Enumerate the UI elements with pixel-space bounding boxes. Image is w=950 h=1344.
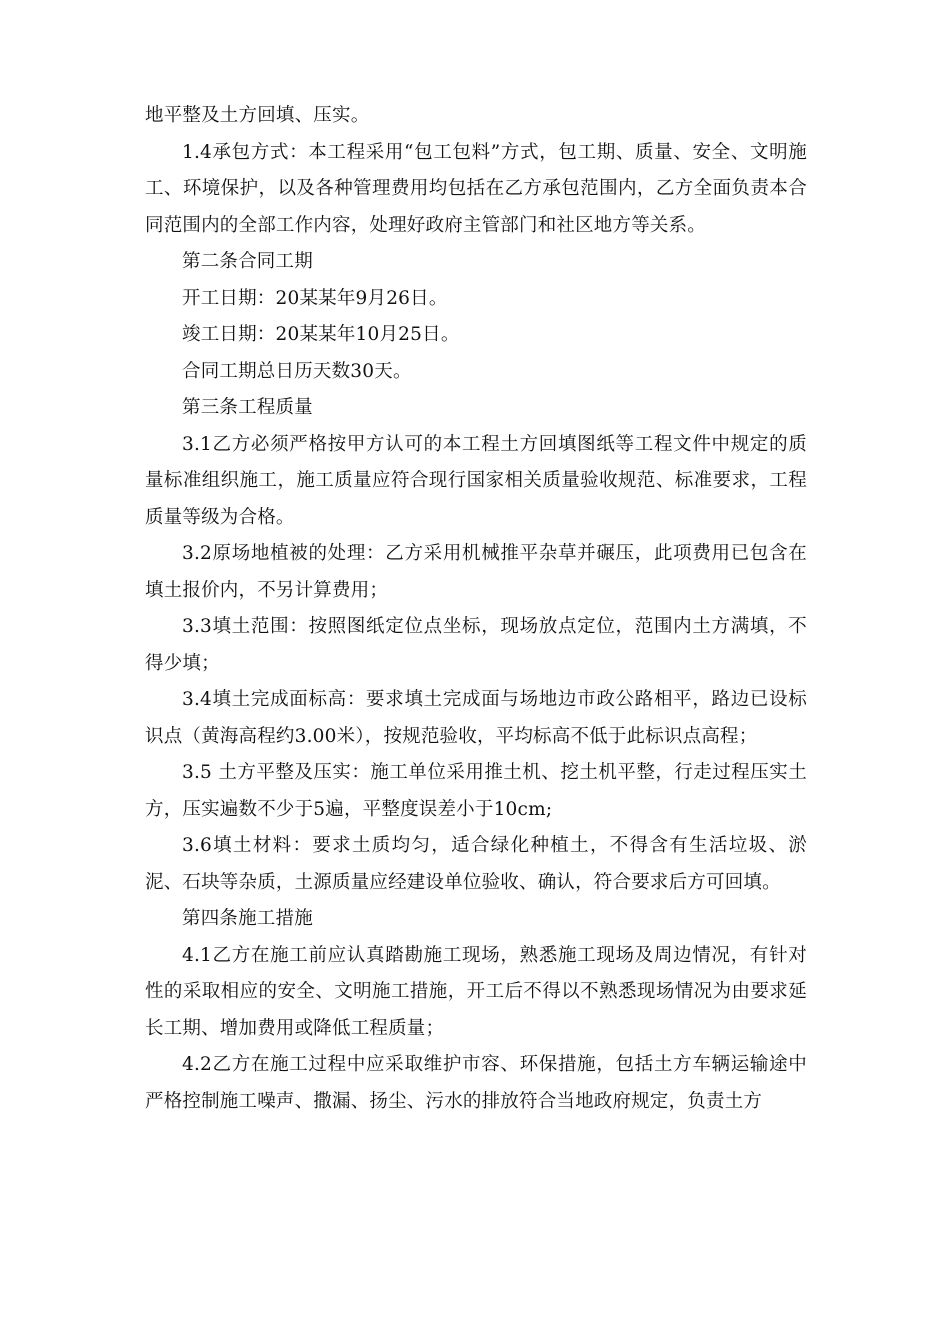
paragraph-total-days: 合同工期总日历天数30天。 [182,360,412,382]
paragraph-3-1: 3.1乙方必须严格按甲方认可的本工程土方回填图纸等工程文件中规定的质量标准组织施工，施工质量应符合现行国家相关质量验收规范、标准要求，工程质量等级为合格。 [145,433,807,528]
paragraph-3-5: 3.5 土方平整及压实：施工单位采用推土机、挖土机平整，行走过程压实土方，压实遍数不少于5遍，平整度误差小于10cm; [145,762,807,820]
paragraph-4-2: 4.2乙方在施工过程中应采取维护市容、环保措施，包括土方车辆运输途中严格控制施工噪声、撒漏、扬尘、污水的排放符合当地政府规定，负责土方 [145,1054,807,1112]
section-heading-4-measures: 第四条施工措施 [182,908,313,929]
paragraph-continuation: 地平整及土方回填、压实。 [145,105,370,126]
paragraph-1-4-contract-method: 1.4承包方式：本工程采用“包工包料”方式，包工期、质量、安全、文明施工、环境保护，以及各种管理费用均包括在乙方承包范围内，乙方全面负责本合同范围内的全部工作内容，处理好政府主管部门和社区地方等关系。 [145,141,807,236]
section-heading-3-quality: 第三条工程质量 [182,397,313,418]
paragraph-3-6: 3.6填土材料：要求土质均匀，适合绿化种植土，不得含有生活垃圾、淤泥、石块等杂质，土源质量应经建设单位验收、确认，符合要求后方可回填。 [145,835,807,893]
paragraph-3-2: 3.2原场地植被的处理：乙方采用机械推平杂草并碾压，此项费用已包含在填土报价内，不另计算费用； [145,543,807,601]
document-body [145,98,807,1120]
section-heading-2-contract-period: 第二条合同工期 [182,251,313,272]
paragraph-3-4: 3.4填土完成面标高：要求填土完成面与场地边市政公路相平，路边已设标识点（黄海高程约3.00米），按规范验收，平均标高不低于此标识点高程； [145,689,807,747]
paragraph-completion-date: 竣工日期：20某某年10月25日。 [182,324,460,345]
paragraph-4-1: 4.1乙方在施工前应认真踏勘施工现场，熟悉施工现场及周边情况，有针对性的采取相应的安全、文明施工措施，开工后不得以不熟悉现场情况为由要求延长工期、增加费用或降低工程质量； [145,944,807,1039]
paragraph-start-date: 开工日期：20某某年9月26日。 [182,287,448,309]
paragraph-3-3: 3.3填土范围：按照图纸定位点坐标，现场放点定位，范围内土方满填，不得少填； [145,616,807,674]
